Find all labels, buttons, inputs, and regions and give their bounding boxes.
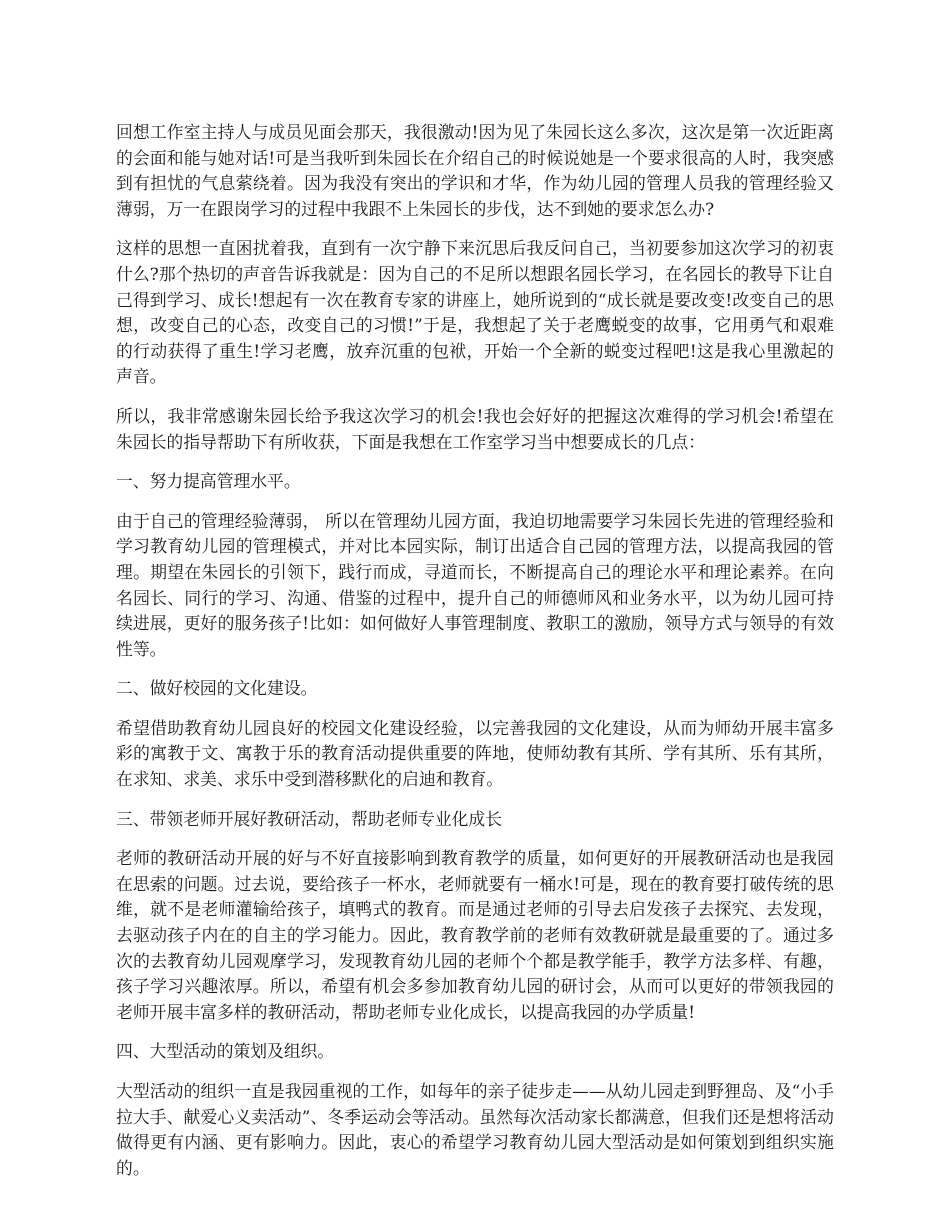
paragraph-management: 由于自己的管理经验薄弱， 所以在管理幼儿园方面，我迫切地需要学习朱园长先进的管理经验和学习教育幼儿园的管理模式，并对比本园实际，制订出适合自己园的管理方法，以提高我园的管理。期望在朱园长的引领下，践行而成，寻道而长，不断提高自己的理论水平和理论素养。在向名园长、同行的学习、沟通、借鉴的过程中，提升自己的师德师风和业务水平，以为幼儿园可持续进展，更好的服务孩子!比如：如何做好人事管理制度、教职工的激励，领导方式与领导的有效性等。 — [116, 510, 834, 659]
section-heading-2: 二、做好校园的文化建设。 — [116, 678, 318, 699]
paragraph-teaching-research: 老师的教研活动开展的好与不好直接影响到教育教学的质量，如何更好的开展教研活动也是我园在思索的问题。过去说，要给孩子一杯水，老师就要有一桶水!可是，现在的教育要打破传统的思维，就不是老师灌输给孩子，填鸭式的教育。而是通过老师的引导去启发孩子去探究、去发现，去驱动孩子内在的自主的学习能力。因此，教育教学前的老师有效教研就是最重要的了。通过多次的去教育幼儿园观摩学习，发现教育幼儿园的老师个个都是教学能手，教学方法多样、有趣，孩子学习兴趣浓厚。所以，希望有机会多参加教育幼儿园的研讨会，从而可以更好的带领我园的老师开展丰富多样的教研活动，帮助老师专业化成长，以提高我园的办学质量! — [116, 848, 834, 1022]
paragraph-reflection: 这样的思想一直困扰着我，直到有一次宁静下来沉思后我反问自己，当初要参加这次学习的初衷什么?那个热切的声音告诉我就是：因为自己的不足所以想跟名园长学习，在名园长的教导下让自己得到学习、成长!想起有一次在教育专家的讲座上，她所说到的“成长就是要改变!改变自己的思想，改变自己的心态，改变自己的习惯!”于是，我想起了关于老鹰蜕变的故事，它用勇气和艰难的行动获得了重生!学习老鹰，放弃沉重的包袱，开始一个全新的蜕变过程吧!这是我心里激起的声音。 — [116, 238, 834, 387]
paragraph-events: 大型活动的组织一直是我园重视的工作，如每年的亲子徒步走——从幼儿园走到野狸岛、及“小手拉大手、献爱心义卖活动”、冬季运动会等活动。虽然每次活动家长都满意，但我们还是想将活动做得更有内涵、更有影响力。因此，衷心的希望学习教育幼儿园大型活动是如何策划到组织实施的。 — [116, 1081, 834, 1178]
paragraph-culture: 希望借助教育幼儿园良好的校园文化建设经验，以完善我园的文化建设，从而为师幼开展丰富多彩的寓教于文、寓教于乐的教育活动提供重要的阵地，使师幼教有其所、学有其所、乐有其所，在求知、求美、求乐中受到潜移默化的启迪和教育。 — [116, 717, 834, 790]
section-heading-1: 一、努力提高管理水平。 — [116, 471, 301, 492]
paragraph-gratitude: 所以，我非常感谢朱园长给予我这次学习的机会!我也会好好的把握这次难得的学习机会!希望在朱园长的指导帮助下有所收获，下面是我想在工作室学习当中想要成长的几点： — [116, 405, 834, 452]
paragraph-intro: 回想工作室主持人与成员见面会那天，我很激动!因为见了朱园长这么多次，这次是第一次近距离的会面和能与她对话!可是当我听到朱园长在介绍自己的时候说她是一个要求很高的人时，我突感到有担忧的气息萦绕着。因为我没有突出的学识和才华，作为幼儿园的管理人员我的管理经验又薄弱，万一在跟岗学习的过程中我跟不上朱园长的步伐，达不到她的要求怎么办? — [116, 122, 834, 219]
section-heading-4: 四、大型活动的策划及组织。 — [116, 1041, 335, 1062]
document-page — [116, 120, 834, 1195]
section-heading-3: 三、带领老师开展好教研活动，帮助老师专业化成长 — [116, 808, 502, 829]
